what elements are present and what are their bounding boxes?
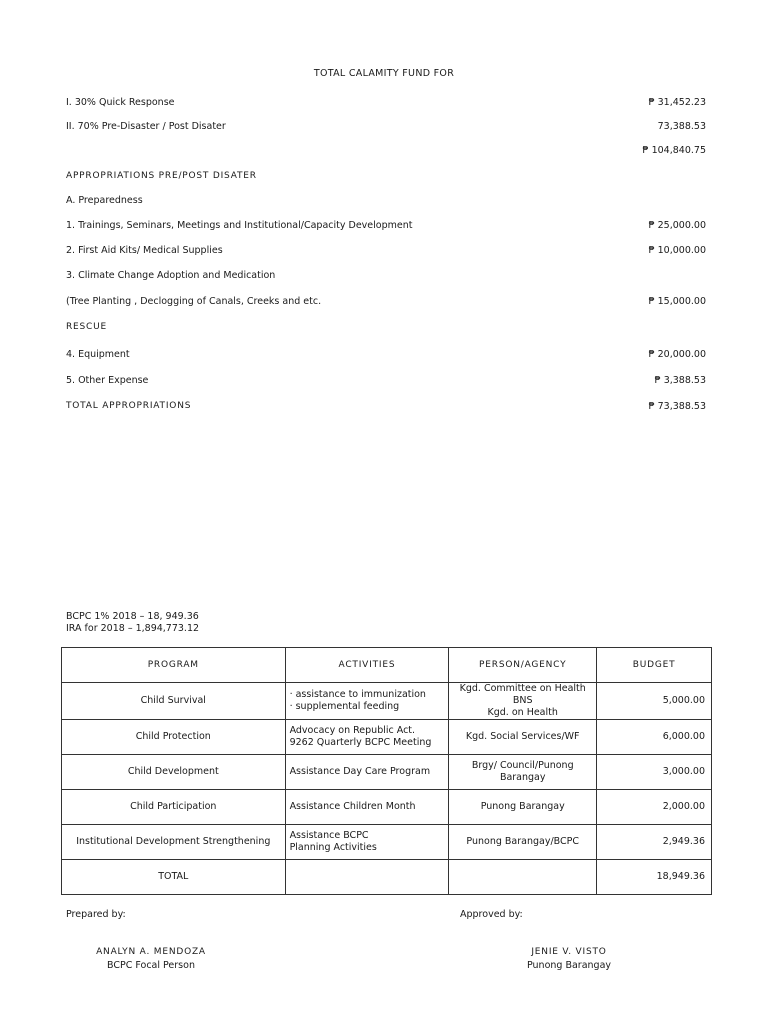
appropriation-item-label: 2. First Aid Kits/ Medical Supplies (66, 245, 223, 256)
appropriation-item-label: (Tree Planting , Declogging of Canals, Creeks and etc. (66, 296, 322, 307)
fund-line-label: II. 70% Pre-Disaster / Post Disater (66, 121, 226, 132)
rescue-item-amount: ₱ 20,000.00 (648, 349, 706, 360)
program-cell: Child Survival (62, 683, 286, 720)
bcpc-program-table (61, 647, 712, 895)
program-cell: TOTAL (62, 860, 286, 895)
budget-cell: 5,000.00 (597, 683, 712, 720)
rescue-item-label: 5. Other Expense (66, 375, 149, 386)
appropriation-item-label: 1. Trainings, Seminars, Meetings and Institutional/Capacity Development (66, 220, 413, 231)
prepared-name: ANALYN A. MENDOZA (96, 947, 206, 957)
fund-line-amount: ₱ 31,452.23 (648, 97, 706, 108)
column-header-budget: BUDGET (597, 648, 712, 683)
approved-by-label: Approved by: (460, 909, 523, 920)
activities-cell: Advocacy on Republic Act. 9262 Quarterly BCPC Meeting (285, 720, 449, 755)
table-row (62, 755, 712, 790)
agency-cell: Punong Barangay/BCPC (449, 825, 597, 860)
activities-cell: Assistance BCPC Planning Activities (285, 825, 449, 860)
bcpc-line: BCPC 1% 2018 – 18, 949.36 (66, 611, 199, 622)
budget-cell: 3,000.00 (597, 755, 712, 790)
program-cell: Child Development (62, 755, 286, 790)
table-row (62, 683, 712, 720)
agency-cell: Kgd. Committee on Health BNS Kgd. on Health (449, 683, 597, 720)
prepared-signatory (51, 946, 251, 972)
activities-cell: Assistance Day Care Program (285, 755, 449, 790)
agency-cell: Kgd. Social Services/WF (449, 720, 597, 755)
column-header-program: PROGRAM (62, 648, 286, 683)
table-header-row (62, 648, 712, 683)
approved-signatory (469, 946, 669, 972)
column-header-activities: ACTIVITIES (285, 648, 449, 683)
rescue-heading: RESCUE (66, 322, 108, 332)
preparedness-heading: A. Preparedness (66, 195, 143, 206)
budget-cell: 6,000.00 (597, 720, 712, 755)
table-row (62, 790, 712, 825)
activities-cell (285, 860, 449, 895)
rescue-item-label: 4. Equipment (66, 349, 130, 360)
program-cell: Child Participation (62, 790, 286, 825)
fund-line-label: I. 30% Quick Response (66, 97, 175, 108)
activities-cell: Assistance Children Month (285, 790, 449, 825)
appropriation-item-amount: ₱ 25,000.00 (648, 220, 706, 231)
total-appropriations-label: TOTAL APPROPRIATIONS (66, 401, 192, 411)
budget-cell: 18,949.36 (597, 860, 712, 895)
column-header-agency: PERSON/AGENCY (449, 648, 597, 683)
agency-cell: Brgy/ Council/Punong Barangay (449, 755, 597, 790)
appropriations-heading: APPROPRIATIONS PRE/POST DISATER (66, 171, 257, 181)
prepared-by-label: Prepared by: (66, 909, 126, 920)
appropriation-item-label: 3. Climate Change Adoption and Medication (66, 270, 276, 281)
table-row (62, 860, 712, 895)
agency-cell (449, 860, 597, 895)
rescue-item-amount: ₱ 3,388.53 (654, 375, 706, 386)
agency-cell: Punong Barangay (449, 790, 597, 825)
appropriation-item-amount: ₱ 15,000.00 (648, 296, 706, 307)
program-cell: Institutional Development Strengthening (62, 825, 286, 860)
prepared-title: BCPC Focal Person (107, 960, 195, 971)
total-appropriations-amount: ₱ 73,388.53 (648, 401, 706, 412)
program-cell: Child Protection (62, 720, 286, 755)
activities-cell: · assistance to immunization · supplemental feeding (285, 683, 449, 720)
fund-total-amount: ₱ 104,840.75 (642, 145, 706, 156)
table-row (62, 720, 712, 755)
budget-cell: 2,000.00 (597, 790, 712, 825)
appropriation-item-amount: ₱ 10,000.00 (648, 245, 706, 256)
approved-title: Punong Barangay (526, 960, 612, 971)
budget-cell: 2,949.36 (597, 825, 712, 860)
document-title: TOTAL CALAMITY FUND FOR (313, 68, 455, 79)
approved-name: JENIE V. VISTO (531, 947, 607, 957)
table-row (62, 825, 712, 860)
fund-line-amount: 73,388.53 (657, 121, 706, 132)
ira-line: IRA for 2018 – 1,894,773.12 (66, 623, 200, 634)
